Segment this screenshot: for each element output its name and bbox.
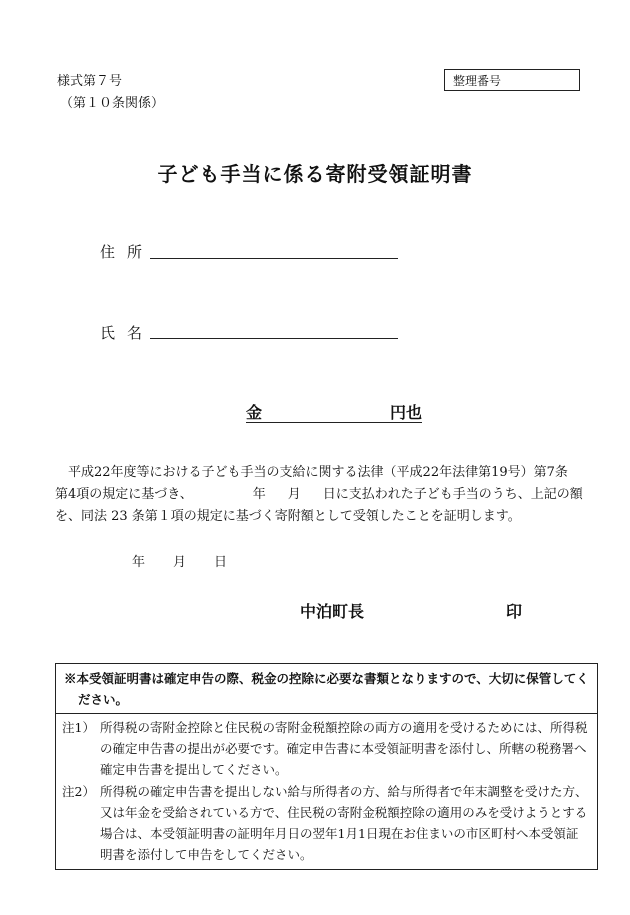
note-text: 所得税の寄附金控除と住民税の寄附金税額控除の両方の適用を受けるためには、所得税の確定申告書の提出が必要です。確定申告書に本受領証明書を添付し、所轄の税務署へ確定申告書を提出してください。 — [100, 720, 588, 777]
note-item — [56, 714, 597, 780]
address-blank-line — [150, 258, 398, 259]
reference-number-box — [444, 69, 580, 91]
certification-line-1: 平成22年度等における子ども手当の支給に関する法律（平成22年法律第19号）第7条 — [68, 465, 568, 480]
reference-number-label: 整理番号 — [453, 74, 502, 88]
issue-date — [132, 551, 227, 570]
certification-line-3: を、同法 23 条第１項の規定に基づく寄附額として受領したことを証明します。 — [55, 509, 521, 524]
note-label: 注2） — [62, 784, 95, 799]
certification-year-marker: 年 — [252, 487, 266, 502]
certification-line-2-start: 第4項の規定に基づき、 — [55, 487, 193, 502]
address-label: 住所 — [100, 243, 155, 261]
issue-date-year: 年 — [132, 555, 146, 570]
name-label: 氏名 — [100, 324, 155, 342]
seal-mark: 印 — [506, 602, 523, 621]
name-blank-line — [150, 338, 398, 339]
amount-suffix: 円也 — [389, 403, 422, 422]
certification-month-marker: 月 — [287, 487, 301, 502]
document-title: 子ども手当に係る寄附受領証明書 — [157, 162, 473, 186]
certification-text — [55, 462, 585, 528]
certification-line-2 — [55, 484, 585, 506]
important-notice: ※本受領証明書は確定申告の際、税金の控除に必要な書類となりますので、大切に保管してください。 — [56, 664, 597, 714]
form-article-reference: （第１０条関係） — [60, 96, 165, 111]
issue-date-month: 月 — [173, 555, 187, 570]
amount-line — [246, 400, 422, 423]
issue-date-day: 日 — [214, 555, 228, 570]
note-label: 注1） — [62, 720, 95, 735]
certification-line-2-end: 日に支払われた子ども手当のうち、上記の額 — [322, 487, 583, 502]
notes-box — [55, 663, 598, 870]
note-item — [56, 780, 597, 869]
form-number: 様式第７号 — [57, 74, 123, 89]
issuer-mayor: 中泊町長 — [300, 602, 365, 621]
note-text: 所得税の確定申告書を提出しない給与所得者の方、給与所得者で年末調整を受けた方、又は年金を受給されている方で、住民税の寄附金税額控除の適用のみを受けようとする場合は、本受領証明書の証明年月日の翌年1月1日現在お住まいの市区町村へ本受領証明書を添付して申告をしてください。 — [100, 784, 588, 862]
amount-prefix: 金 — [246, 403, 263, 422]
